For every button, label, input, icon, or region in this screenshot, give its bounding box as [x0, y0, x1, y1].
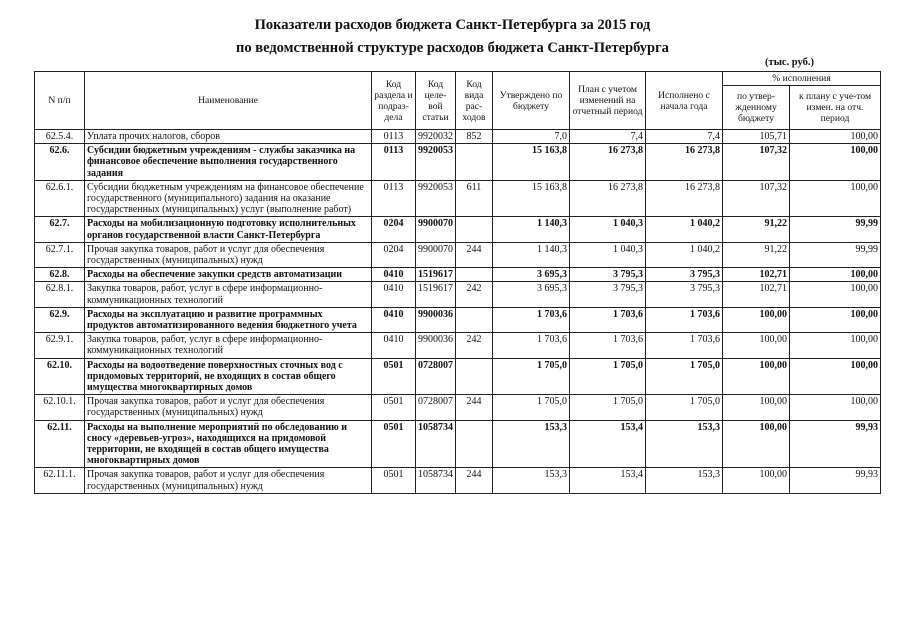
table-row: [35, 268, 881, 282]
cell-name: Расходы на мобилизационную подготовку исполнительных органов государственной власти Санкт-Петербурга: [85, 217, 372, 242]
cell-plan: 153,4: [570, 420, 646, 468]
cell-article: 0728007: [416, 395, 456, 420]
cell-approved: 153,3: [493, 468, 570, 493]
cell-executed: 7,4: [646, 130, 723, 144]
cell-pct-plan: 99,93: [790, 420, 881, 468]
cell-executed: 153,3: [646, 468, 723, 493]
cell-kind: [456, 420, 493, 468]
cell-num: 62.8.: [35, 268, 85, 282]
cell-approved: 1 705,0: [493, 395, 570, 420]
cell-section: 0410: [372, 307, 416, 332]
cell-approved: 15 163,8: [493, 180, 570, 217]
cell-executed: 1 705,0: [646, 358, 723, 395]
cell-pct-plan: 99,99: [790, 242, 881, 267]
table-row: [35, 420, 881, 468]
cell-pct-approved: 100,00: [723, 420, 790, 468]
title-line-2: по ведомственной структуре расходов бюджета Санкт-Петербурга: [236, 40, 669, 56]
cell-section: 0501: [372, 358, 416, 395]
cell-pct-plan: 100,00: [790, 333, 881, 358]
cell-pct-plan: 100,00: [790, 395, 881, 420]
table-row: [35, 180, 881, 217]
cell-num: 62.8.1.: [35, 282, 85, 307]
cell-approved: 1 140,3: [493, 217, 570, 242]
cell-section: 0501: [372, 468, 416, 493]
table-row: [35, 242, 881, 267]
cell-pct-plan: 100,00: [790, 282, 881, 307]
cell-kind: [456, 268, 493, 282]
cell-pct-plan: 100,00: [790, 180, 881, 217]
cell-article: 9900070: [416, 217, 456, 242]
header-name: Наименование: [85, 72, 372, 130]
cell-article: 1058734: [416, 420, 456, 468]
cell-plan: 16 273,8: [570, 144, 646, 181]
cell-pct-approved: 105,71: [723, 130, 790, 144]
cell-name: Прочая закупка товаров, работ и услуг для обеспечения государственных (муниципальных) нужд: [85, 242, 372, 267]
cell-pct-approved: 100,00: [723, 333, 790, 358]
cell-num: 62.9.1.: [35, 333, 85, 358]
cell-executed: 16 273,8: [646, 180, 723, 217]
cell-article: 9920053: [416, 180, 456, 217]
cell-name: Прочая закупка товаров, работ и услуг для обеспечения государственных (муниципальных) нужд: [85, 395, 372, 420]
cell-section: 0113: [372, 180, 416, 217]
cell-section: 0204: [372, 217, 416, 242]
table-row: [35, 130, 881, 144]
header-section: Код раздела и подраз-дела: [372, 72, 416, 130]
cell-pct-approved: 102,71: [723, 268, 790, 282]
cell-approved: 1 140,3: [493, 242, 570, 267]
table-row: [35, 144, 881, 181]
cell-kind: 242: [456, 282, 493, 307]
cell-pct-plan: 99,99: [790, 217, 881, 242]
cell-num: 62.7.: [35, 217, 85, 242]
table-row: [35, 468, 881, 493]
cell-approved: 1 703,6: [493, 333, 570, 358]
table-row: [35, 307, 881, 332]
cell-plan: 1 705,0: [570, 395, 646, 420]
cell-num: 62.6.: [35, 144, 85, 181]
cell-kind: 244: [456, 242, 493, 267]
cell-plan: 3 795,3: [570, 282, 646, 307]
cell-kind: [456, 217, 493, 242]
cell-name: Расходы на водоотведение поверхностных сточных вод с придомовых территорий, не входящих в состав общего имущества многоквартирных домов: [85, 358, 372, 395]
cell-pct-plan: 100,00: [790, 358, 881, 395]
cell-plan: 1 040,3: [570, 242, 646, 267]
cell-plan: 1 703,6: [570, 307, 646, 332]
cell-name: Расходы на выполнение мероприятий по обследованию и сносу «деревьев-угроз», находящихся на придомовой территории, не входящей в состав общего имущества многоквартирных домов: [85, 420, 372, 468]
cell-kind: [456, 358, 493, 395]
cell-approved: 1 703,6: [493, 307, 570, 332]
cell-executed: 3 795,3: [646, 282, 723, 307]
cell-article: 1519617: [416, 282, 456, 307]
cell-plan: 7,4: [570, 130, 646, 144]
table-row: [35, 333, 881, 358]
cell-section: 0410: [372, 282, 416, 307]
cell-name: Субсидии бюджетным учреждениям - службы заказчика на финансовое обеспечение выполнения государственного задания: [85, 144, 372, 181]
header-pct-approved: по утвер-жденному бюджету: [723, 86, 790, 130]
cell-kind: 244: [456, 468, 493, 493]
cell-pct-plan: 100,00: [790, 268, 881, 282]
table-row: [35, 358, 881, 395]
cell-kind: 611: [456, 180, 493, 217]
cell-section: 0501: [372, 420, 416, 468]
cell-executed: 1 703,6: [646, 307, 723, 332]
units-label: (тыс. руб.): [765, 57, 814, 68]
budget-table: [34, 71, 881, 494]
cell-num: 62.11.: [35, 420, 85, 468]
cell-article: 9900070: [416, 242, 456, 267]
cell-pct-approved: 102,71: [723, 282, 790, 307]
cell-name: Уплата прочих налогов, сборов: [85, 130, 372, 144]
header-plan: План с учетом изменений на отчетный период: [570, 72, 646, 130]
cell-pct-approved: 100,00: [723, 395, 790, 420]
header-num: N п/п: [35, 72, 85, 130]
cell-approved: 15 163,8: [493, 144, 570, 181]
cell-pct-approved: 107,32: [723, 180, 790, 217]
cell-approved: 153,3: [493, 420, 570, 468]
cell-num: 62.10.: [35, 358, 85, 395]
cell-pct-approved: 91,22: [723, 242, 790, 267]
cell-pct-plan: 100,00: [790, 307, 881, 332]
header-article: Код целе-вой статьи: [416, 72, 456, 130]
document-title: [0, 14, 905, 60]
cell-section: 0113: [372, 130, 416, 144]
cell-plan: 3 795,3: [570, 268, 646, 282]
cell-pct-plan: 99,93: [790, 468, 881, 493]
cell-section: 0204: [372, 242, 416, 267]
cell-name: Расходы на эксплуатацию и развитие программных продуктов автоматизированного ведения бюджетного учета: [85, 307, 372, 332]
cell-pct-approved: 100,00: [723, 468, 790, 493]
cell-plan: 1 040,3: [570, 217, 646, 242]
cell-pct-approved: 107,32: [723, 144, 790, 181]
cell-executed: 1 040,2: [646, 242, 723, 267]
table-row: [35, 395, 881, 420]
header-percent-group: % исполнения: [723, 72, 881, 86]
header-pct-plan: к плану с уче-том измен. на отч. период: [790, 86, 881, 130]
cell-article: 9900036: [416, 333, 456, 358]
cell-section: 0410: [372, 268, 416, 282]
cell-article: 9900036: [416, 307, 456, 332]
table-row: [35, 217, 881, 242]
cell-pct-approved: 91,22: [723, 217, 790, 242]
cell-plan: 153,4: [570, 468, 646, 493]
cell-approved: 3 695,3: [493, 268, 570, 282]
cell-num: 62.9.: [35, 307, 85, 332]
cell-num: 62.10.1.: [35, 395, 85, 420]
cell-section: 0113: [372, 144, 416, 181]
cell-pct-plan: 100,00: [790, 144, 881, 181]
table-row: [35, 282, 881, 307]
cell-executed: 3 795,3: [646, 268, 723, 282]
cell-article: 1058734: [416, 468, 456, 493]
cell-approved: 1 705,0: [493, 358, 570, 395]
cell-executed: 1 705,0: [646, 395, 723, 420]
cell-num: 62.6.1.: [35, 180, 85, 217]
cell-num: 62.11.1.: [35, 468, 85, 493]
cell-executed: 1 040,2: [646, 217, 723, 242]
cell-name: Закупка товаров, работ, услуг в сфере информационно-коммуникационных технологий: [85, 282, 372, 307]
cell-kind: [456, 307, 493, 332]
cell-name: Прочая закупка товаров, работ и услуг для обеспечения государственных (муниципальных) нужд: [85, 468, 372, 493]
cell-article: 0728007: [416, 358, 456, 395]
table-body: [35, 130, 881, 494]
cell-section: 0501: [372, 395, 416, 420]
cell-approved: 3 695,3: [493, 282, 570, 307]
header-approved: Утверждено по бюджету: [493, 72, 570, 130]
cell-executed: 153,3: [646, 420, 723, 468]
header-executed: Исполнено с начала года: [646, 72, 723, 130]
cell-plan: 1 705,0: [570, 358, 646, 395]
header-kind: Код вида рас-ходов: [456, 72, 493, 130]
cell-num: 62.5.4.: [35, 130, 85, 144]
cell-kind: 242: [456, 333, 493, 358]
cell-pct-approved: 100,00: [723, 358, 790, 395]
title-line-1: Показатели расходов бюджета Санкт-Петербурга за 2015 год: [254, 17, 651, 33]
cell-approved: 7,0: [493, 130, 570, 144]
cell-article: 9920053: [416, 144, 456, 181]
cell-plan: 16 273,8: [570, 180, 646, 217]
cell-kind: 852: [456, 130, 493, 144]
cell-kind: [456, 144, 493, 181]
cell-num: 62.7.1.: [35, 242, 85, 267]
cell-pct-plan: 100,00: [790, 130, 881, 144]
cell-name: Субсидии бюджетным учреждениям на финансовое обеспечение государственного (муниципального) задания на оказание государственных (муниципальных) услуг (выполнение работ): [85, 180, 372, 217]
cell-executed: 16 273,8: [646, 144, 723, 181]
cell-plan: 1 703,6: [570, 333, 646, 358]
cell-kind: 244: [456, 395, 493, 420]
cell-article: 1519617: [416, 268, 456, 282]
cell-executed: 1 703,6: [646, 333, 723, 358]
cell-pct-approved: 100,00: [723, 307, 790, 332]
cell-article: 9920032: [416, 130, 456, 144]
cell-section: 0410: [372, 333, 416, 358]
cell-name: Расходы на обеспечение закупки средств автоматизации: [85, 268, 372, 282]
cell-name: Закупка товаров, работ, услуг в сфере информационно-коммуникационных технологий: [85, 333, 372, 358]
